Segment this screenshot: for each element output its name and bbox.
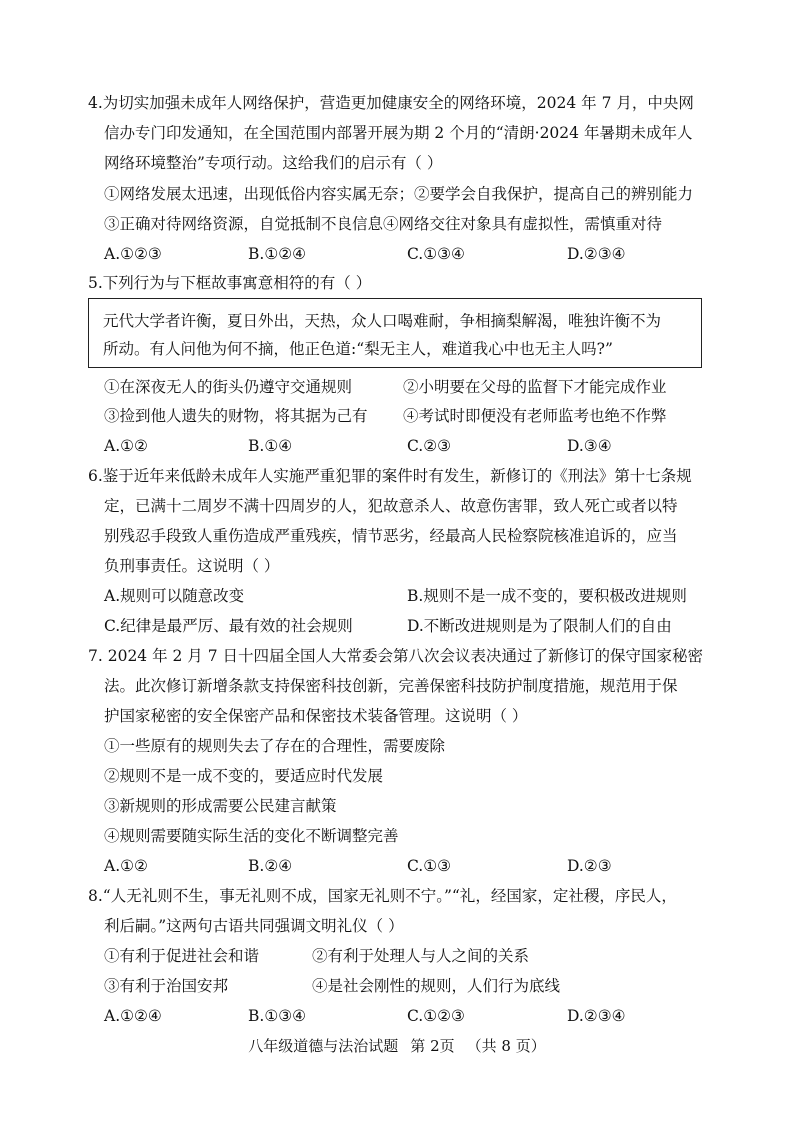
q8-item-1: ①有利于促进社会和谐: [104, 947, 260, 965]
q7-item-1: ①一些原有的规则失去了存在的合理性，需要废除: [104, 737, 446, 755]
q7-option-c: C.①③: [407, 857, 452, 875]
q6-option-b: B.规则不是一成不变的，要积极改进规则: [407, 587, 687, 605]
q6-stem-line-4: 负刑事责任。这说明（ ）: [104, 557, 280, 575]
q4-stem-line-3: 网络环境整治”专项行动。这给我们的启示有（ ）: [104, 154, 443, 172]
q8-option-b: B.①③④: [248, 1007, 307, 1025]
q4-item-line-1: ①网络发展太迅速，出现低俗内容实属无奈；②要学会自我保护，提高自己的辨别能力: [104, 185, 694, 203]
q4-option-b: B.①②④: [248, 245, 307, 263]
q7-item-4: ④规则需要随实际生活的变化不断调整完善: [104, 827, 399, 845]
q8-item-4: ④是社会刚性的规则，人们行为底线: [312, 977, 561, 995]
q8-option-a: A.①②④: [104, 1007, 162, 1025]
q7-option-b: B.②④: [248, 857, 293, 875]
q5-item-2: ②小明要在父母的监督下才能完成作业: [403, 378, 667, 396]
q4-stem-line-2: 信办专门印发通知，在全国范围内部署开展为期 2 个月的“清朗·2024 年暑期未成年人: [104, 124, 693, 142]
footer-title: 八年级道德与法治试题: [248, 1037, 399, 1055]
q6-stem-line-1: 6.鉴于近年来低龄未成年人实施严重犯罪的案件时有发生，新修订的《刑法》第十七条规: [88, 467, 692, 485]
q5-item-1: ①在深夜无人的街头仍遵守交通规则: [104, 378, 353, 396]
q4-option-a: A.①②③: [104, 245, 162, 263]
q7-option-a: A.①②: [104, 857, 148, 875]
footer-total-pages: （共 8 页）: [466, 1037, 546, 1055]
q4-option-d: D.②③④: [567, 245, 626, 263]
q5-option-c: C.②③: [407, 437, 452, 455]
q8-item-3: ③有利于治国安邦: [104, 977, 229, 995]
q7-stem-line-2: 法。此次修订新增条款支持保密科技创新，完善保密科技防护制度措施，规范用于保: [104, 677, 678, 695]
q6-stem-line-3: 别残忍手段致人重伤造成严重残疾，情节恶劣，经最高人民检察院核准追诉的，应当: [104, 527, 678, 545]
q5-item-4: ④考试时即便没有老师监考也绝不作弊: [403, 407, 667, 425]
footer-page-number: 第 2页: [410, 1037, 455, 1055]
q7-option-d: D.②③: [567, 857, 612, 875]
q4-item-line-2: ③正确对待网络资源，自觉抵制不良信息④网络交往对象具有虚拟性，需慎重对待: [104, 215, 663, 233]
q5-option-a: A.①②: [104, 437, 148, 455]
q8-stem-line-1: 8.“人无礼则不生，事无礼则不成，国家无礼则不宁。”“礼，经国家，定社稷，序民人，: [88, 887, 677, 905]
q7-item-3: ③新规则的形成需要公民建言献策: [104, 797, 337, 815]
story-line-2: 所动。有人问他为何不摘，他正色道:“梨无主人，难道我心中也无主人吗?”: [103, 340, 613, 358]
q6-option-d: D.不断改进规则是为了限制人们的自由: [407, 617, 672, 635]
q7-item-2: ②规则不是一成不变的，要适应时代发展: [104, 767, 384, 785]
q4-option-c: C.①③④: [407, 245, 465, 263]
q5-item-3: ③捡到他人遗失的财物，将其据为己有: [104, 407, 368, 425]
story-line-1: 元代大学者许衡，夏日外出，天热，众人口喝难耐，争相摘梨解渴，唯独许衡不为: [103, 312, 662, 330]
story-box: [88, 298, 702, 368]
q5-stem: 5.下列行为与下框故事寓意相符的有（ ）: [88, 274, 372, 292]
q8-option-d: D.②③④: [567, 1007, 626, 1025]
q4-stem-line-1: 4.为切实加强未成年人网络保护，营造更加健康安全的网络环境，2024 年 7 月，中央网: [88, 94, 694, 112]
q5-option-b: B.①④: [248, 437, 293, 455]
q5-option-d: D.③④: [567, 437, 612, 455]
q6-stem-line-2: 定，已满十二周岁不满十四周岁的人，犯故意杀人、故意伤害罪，致人死亡或者以特: [104, 497, 678, 515]
q6-option-a: A.规则可以随意改变: [104, 587, 245, 605]
q6-option-c: C.纪律是最严厉、最有效的社会规则: [104, 617, 353, 635]
page-footer: [0, 1036, 794, 1056]
q8-item-2: ②有利于处理人与人之间的关系: [312, 947, 530, 965]
q8-option-c: C.①②③: [407, 1007, 465, 1025]
q7-stem-line-3: 护国家秘密的安全保密产品和保密技术装备管理。这说明（ ）: [104, 707, 528, 725]
q7-stem-line-1: 7. 2024 年 2 月 7 日十四届全国人大常委会第八次会议表决通过了新修订的保守国家秘密: [88, 647, 704, 665]
q8-stem-line-2: 利后嗣。”这两句古语共同强调文明礼仪（ ）: [104, 917, 404, 935]
